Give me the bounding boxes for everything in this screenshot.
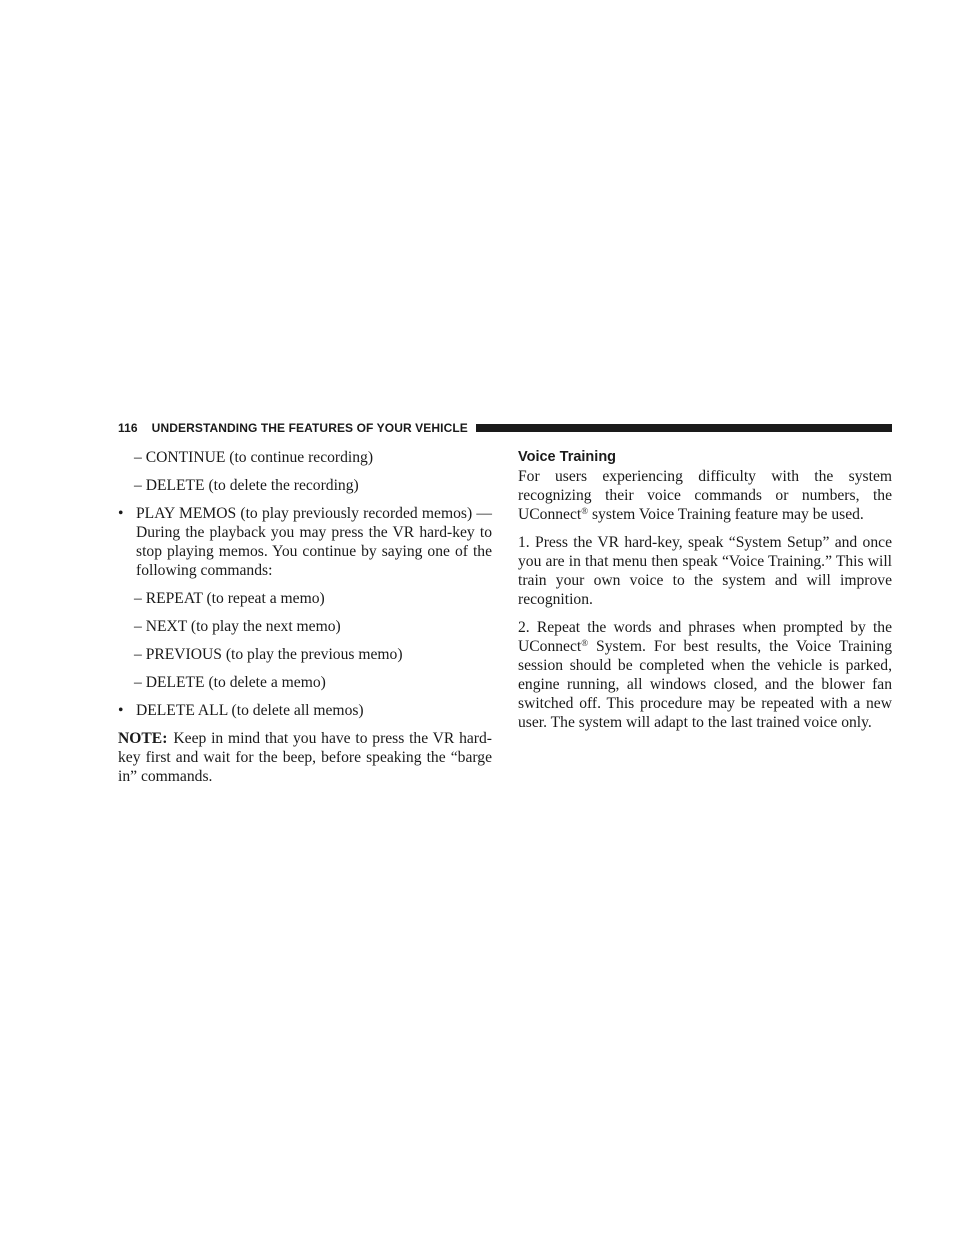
dash-item-continue: – CONTINUE (to continue recording) — [134, 449, 374, 466]
bullet-play-memos-text: PLAY MEMOS (to play previously recorded memos) — During the playback you may press the VR hard-key to stop playing memos. You continue by saying one of the following commands: — [136, 505, 492, 579]
right-column — [518, 448, 892, 741]
page-number: 116 — [118, 421, 138, 435]
registered-mark: ® — [581, 638, 589, 648]
note-text: Keep in mind that you have to press the VR hard-key first and wait for the beep, before speaking the “barge in” commands. — [118, 730, 492, 785]
step2-text-start: 2. Repeat the words and phrases when prompted by the UConnect — [518, 619, 892, 655]
section-title: UNDERSTANDING THE FEATURES OF YOUR VEHICLE — [151, 421, 468, 435]
dash-item-repeat: – REPEAT (to repeat a memo) — [134, 590, 325, 607]
bullet-delete-all-text: DELETE ALL (to delete all memos) — [136, 702, 364, 719]
dash-item-previous: – PREVIOUS (to play the previous memo) — [134, 646, 403, 663]
note-label: NOTE: — [118, 730, 168, 747]
page-header — [118, 420, 892, 436]
note-paragraph — [118, 729, 492, 786]
header-rule — [476, 424, 892, 432]
dash-item-delete-recording: – DELETE (to delete the recording) — [134, 477, 359, 494]
left-column — [118, 448, 492, 786]
bullet-glyph: • — [118, 505, 124, 522]
voice-training-step-2 — [518, 618, 892, 732]
intro-text-start: For users experiencing difficulty with the system recognizing their voice commands or numbers, the UConnect — [518, 468, 892, 523]
bullet-delete-all — [118, 701, 492, 720]
bullet-play-memos — [118, 504, 492, 580]
bullet-glyph: • — [118, 702, 124, 719]
dash-item-delete-memo: – DELETE (to delete a memo) — [134, 674, 326, 691]
voice-training-intro — [518, 467, 892, 524]
step2-text-end: System. For best results, the Voice Training session should be completed when the vehicle is parked, engine running, all windows closed, and the blower fan switched off. This procedure may be repeated with a new user. The system will adapt to the last trained voice only. — [518, 638, 892, 731]
voice-training-step-1: 1. Press the VR hard-key, speak “System Setup” and once you are in that menu then speak “Voice Training.” This will train your own voice to the system and will improve recognition. — [518, 534, 892, 608]
intro-text-end: system Voice Training feature may be used. — [588, 506, 864, 523]
dash-item-next: – NEXT (to play the next memo) — [134, 618, 341, 635]
voice-training-heading: Voice Training — [518, 449, 617, 465]
registered-mark: ® — [581, 506, 589, 516]
